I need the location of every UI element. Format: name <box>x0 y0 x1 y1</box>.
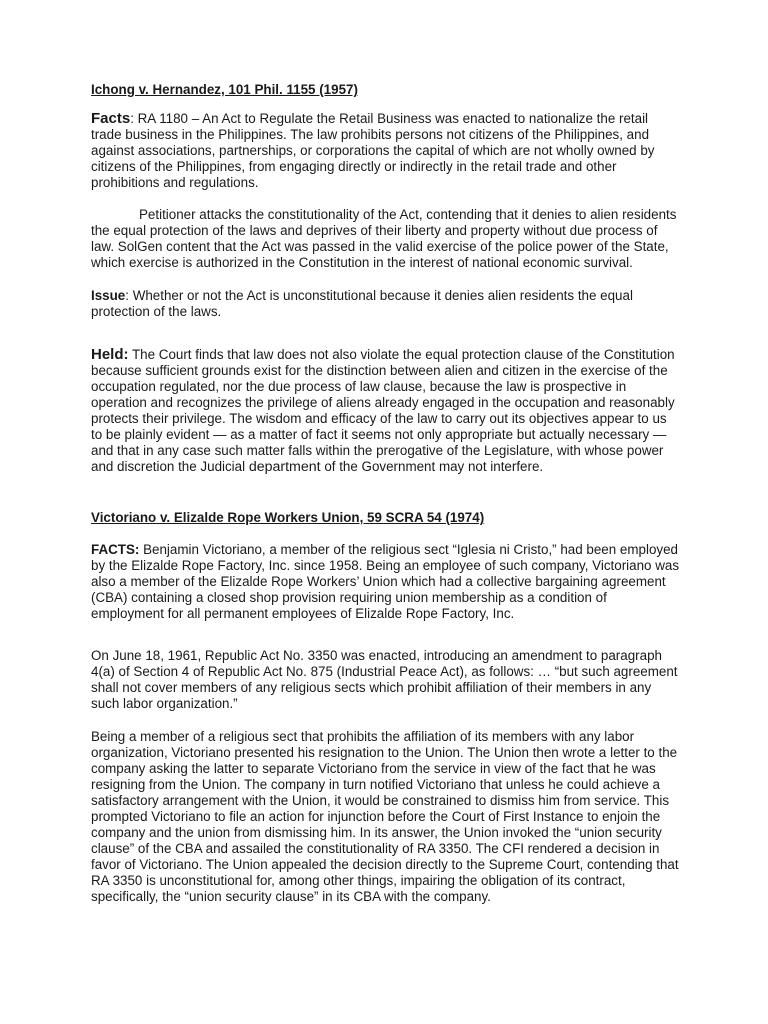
facts-text: : RA 1180 – An Act to Regulate the Retail Business was enacted to nationalize the retail trade business in the Philippines. The law prohibits persons not citizens of the Philippines, and against associations, partnerships, or corporations the capital of which are not wholly owned by citizens of the Philippines, from engaging directly or indirectly in the retail trade and other prohibitions and regulations. <box>91 111 655 190</box>
held-text: The Court finds that law does not also violate the equal protection clause of the Constitution because sufficient grounds exist for the distinction between alien and citizen in the exercise of the occupation regulated, nor the due process of law clause, because the law is prospective in operation and recognizes the privilege of aliens already engaged in the occupation and reasonably protects their privilege. The wisdom and efficacy of the law to carry out its objectives appear to us to be plainly evident — as a matter of fact it seems not only appropriate but actually necessary — and that in any case such matter falls within the prerogative of the Legislature, with whose power and discretion the Judicial <box>91 347 675 474</box>
held-tail: of the Government may not interfere. <box>320 459 544 474</box>
petitioner-paragraph: Petitioner attacks the constitutionality of the Act, contending that it denies to alien residents the equal protection of the laws and deprives of their liberty and property without due process of law. SolGen content that the Act was passed in the valid exercise of the police power of the State, which exercise is authorized in the Constitution in the interest of national economic survival. <box>91 207 677 270</box>
ra3350-paragraph: On June 18, 1961, Republic Act No. 3350 was enacted, introducing an amendment to paragraph 4(a) of Section 4 of Republic Act No. 875 (Industrial Peace Act), as follows: … “but such agreement shall not cover members of any religious sects which prohibit affiliation of their members in any such labor organization.” <box>91 648 678 711</box>
case-title-victoriano: Victoriano v. Elizalde Rope Workers Union, 59 SCRA 54 (1974) <box>91 510 485 525</box>
issue-label: Issue <box>91 288 126 303</box>
held-paragraph <box>91 347 681 475</box>
held-word-department: department <box>248 459 321 475</box>
facts-label-victoriano: FACTS: <box>91 542 140 557</box>
facts-paragraph-ichong <box>91 111 681 191</box>
facts-paragraph-victoriano <box>91 542 681 622</box>
facts-label: Facts <box>91 110 131 127</box>
case-title-ichong: Ichong v. Hernandez, 101 Phil. 1155 (1957) <box>91 82 358 97</box>
facts-text-victoriano: Benjamin Victoriano, a member of the religious sect “Iglesia ni Cristo,” had been employed by the Elizalde Rope Factory, Inc. since 1958. Being an employee of such company, Victoriano was also a member of the Elizalde Rope Workers’ Union which had a collective bargaining agreement (CBA) containing a closed shop provision requiring union membership as a condition of employment for all permanent employees of Elizalde Rope Factory, Inc. <box>91 542 680 621</box>
held-label: Held: <box>91 346 129 363</box>
issue-paragraph <box>91 288 681 320</box>
issue-text: : Whether or not the Act is unconstitutional because it denies alien residents the equal protection of the laws. <box>91 288 633 319</box>
resignation-paragraph: Being a member of a religious sect that prohibits the affiliation of its members with any labor organization, Victoriano presented his resignation to the Union. The Union then wrote a letter to the company asking the latter to separate Victoriano from the service in view of the fact that he was resigning from the Union. The company in turn notified Victoriano that unless he could achieve a satisfactory arrangement with the Union, it would be constrained to dismiss him from service. This prompted Victoriano to file an action for injunction before the Court of First Instance to enjoin the company and the union from dismissing him. In its answer, the Union invoked the “union security clause” of the CBA and assailed the constitutionality of RA 3350. The CFI rendered a decision in favor of Victoriano. The Union appealed the decision directly to the Supreme Court, contending that RA 3350 is unconstitutional for, among other things, impairing the obligation of its contract, specifically, the “union security clause” in its CBA with the company. <box>91 729 679 904</box>
